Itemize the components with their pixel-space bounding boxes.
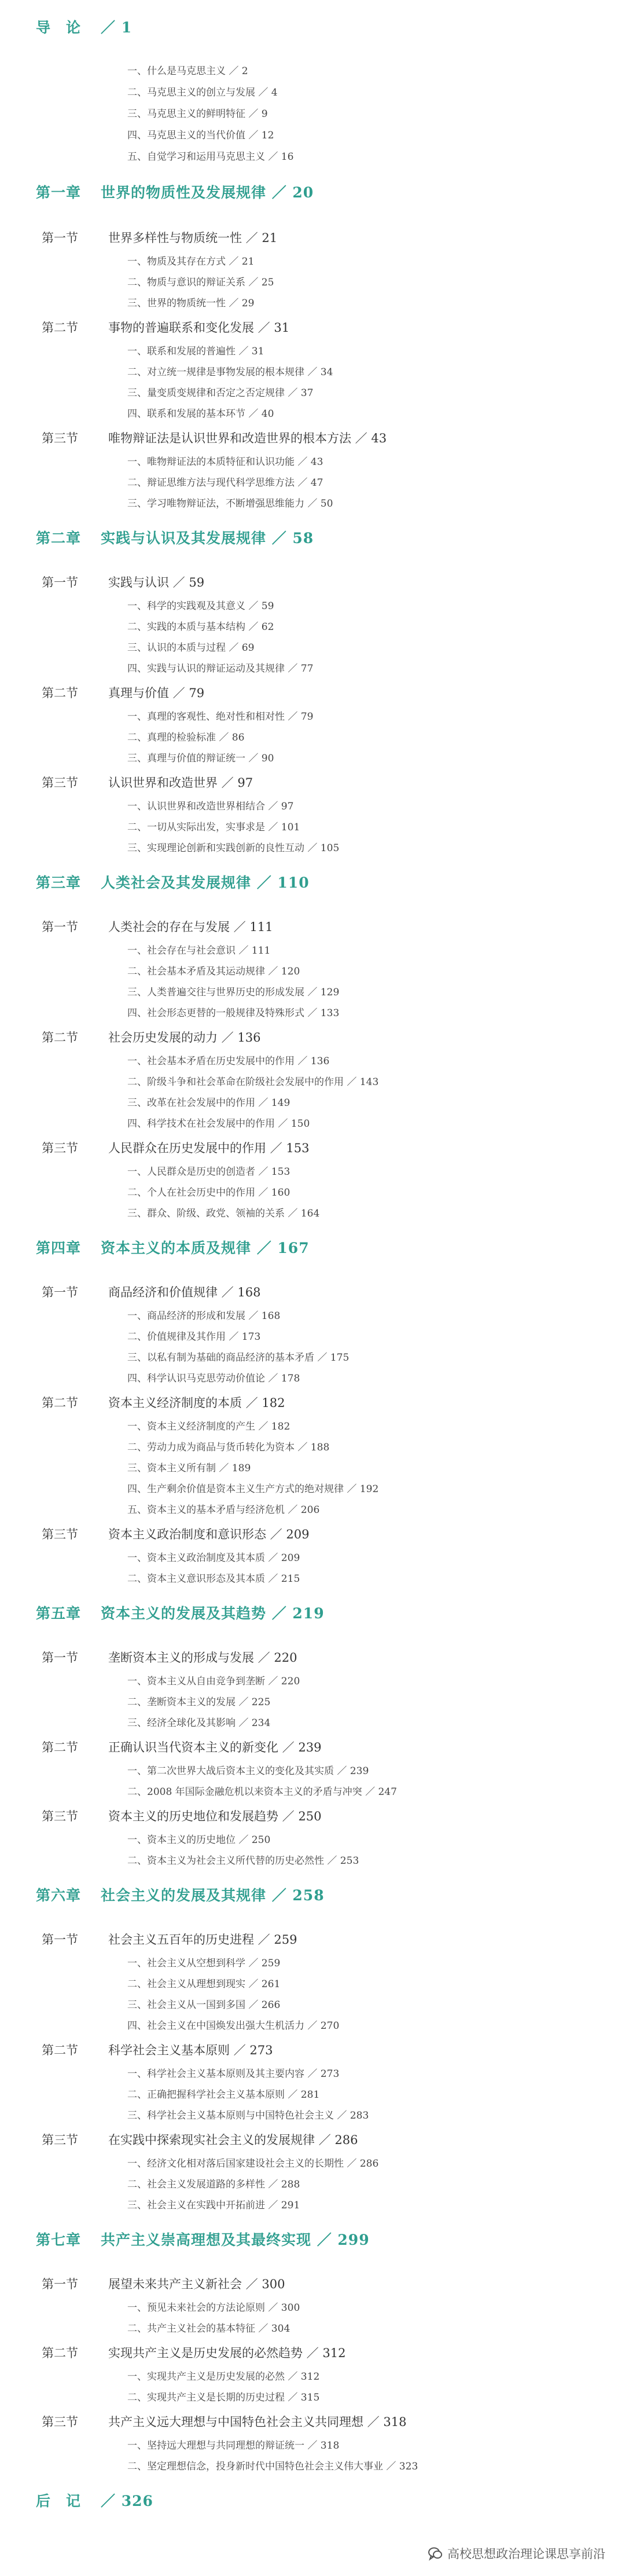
- toc-item: [127, 1307, 280, 1322]
- section-heading: [42, 684, 204, 701]
- section-label: 第三节: [42, 776, 78, 790]
- toc-item: [127, 1328, 260, 1343]
- toc-item: [127, 1976, 280, 1990]
- entry-text: 一、人民群众是历史的创造者 ／ 153: [127, 1166, 291, 1178]
- entry-text: 二、垄断资本主义的发展 ／ 225: [127, 1696, 271, 1708]
- toc-item: [127, 1714, 270, 1729]
- entry-text: 四、社会形态更替的一般规律及特殊形式 ／ 133: [127, 1007, 340, 1019]
- chapter-heading: [36, 16, 132, 37]
- entry-text: 资本主义的发展及其趋势 ／ 219: [101, 1605, 325, 1622]
- toc-item: [127, 1955, 280, 1969]
- entry-text: 资本主义经济制度的本质 ／ 182: [108, 1396, 285, 1410]
- toc-item: [127, 1439, 329, 1453]
- section-label: 第二节: [42, 1031, 78, 1045]
- toc-item: [127, 618, 274, 633]
- chapter-label: 第二章: [36, 530, 82, 547]
- toc-item: [127, 1163, 290, 1178]
- toc-item: [127, 1349, 349, 1364]
- entry-text: 一、资本主义从自由竞争到垄断 ／ 220: [127, 1676, 300, 1687]
- section-heading: [42, 918, 273, 935]
- entry-text: 二、坚定理想信念，投身新时代中国特色社会主义伟大事业 ／ 323: [127, 2461, 418, 2472]
- toc-item: [127, 2389, 319, 2403]
- entry-text: 资本主义政治制度和意识形态 ／ 209: [108, 1527, 310, 1541]
- entry-text: 二、社会主义从理想到现实 ／ 261: [127, 1978, 281, 1990]
- toc-item: [127, 598, 274, 612]
- chat-bubble-icon: [428, 2546, 443, 2561]
- section-label: 第一节: [42, 2277, 78, 2291]
- section-heading: [42, 1648, 297, 1666]
- entry-text: 五、资本主义的基本矛盾与经济危机 ／ 206: [127, 1504, 320, 1516]
- chapter-label: 第五章: [36, 1605, 82, 1622]
- toc-item: [127, 105, 268, 120]
- watermark-text: 高校思想政治理论课思享前沿: [447, 2547, 605, 2561]
- section-heading: [42, 2344, 345, 2361]
- section-label: 第三节: [42, 431, 78, 445]
- toc-item: [127, 1570, 300, 1585]
- entry-text: 三、改革在社会发展中的作用 ／ 149: [127, 1097, 291, 1109]
- entry-text: 三、社会主义从一国到多国 ／ 266: [127, 1999, 281, 2011]
- toc-item: [127, 1549, 300, 1564]
- toc-item: [127, 127, 274, 141]
- toc-item: [127, 840, 339, 854]
- entry-text: 四、联系和发展的基本环节 ／ 40: [127, 408, 274, 420]
- section-label: 第一节: [42, 231, 78, 245]
- entry-text: 正确认识当代资本主义的新变化 ／ 239: [108, 1740, 322, 1754]
- entry-text: 三、以私有制为基础的商品经济的基本矛盾 ／ 175: [127, 1352, 350, 1364]
- watermark: [428, 2545, 605, 2562]
- section-label: 第一节: [42, 920, 78, 934]
- entry-text: 二、共产主义社会的基本特征 ／ 304: [127, 2323, 291, 2335]
- toc-item: [127, 384, 313, 399]
- toc-item: [127, 1996, 280, 2011]
- chapter-heading: [36, 527, 314, 548]
- toc-item: [127, 2320, 290, 2335]
- section-heading: [42, 2131, 358, 2148]
- section-heading: [42, 1738, 321, 1756]
- toc-item: [127, 1418, 290, 1432]
- entry-text: 唯物辩证法是认识世界和改造世界的根本方法 ／ 43: [108, 431, 387, 445]
- chapter-label: 第四章: [36, 1240, 82, 1256]
- entry-text: 三、经济全球化及其影响 ／ 234: [127, 1717, 271, 1729]
- chapter-heading: [36, 1237, 310, 1258]
- toc-item: [127, 1370, 300, 1384]
- entry-text: 一、认识世界和改造世界相结合 ／ 97: [127, 801, 294, 812]
- toc-item: [127, 295, 254, 309]
- section-heading: [42, 1525, 309, 1542]
- entry-text: 一、资本主义的历史地位 ／ 250: [127, 1834, 271, 1846]
- entry-text: 世界的物质性及发展规律 ／ 20: [101, 184, 314, 201]
- section-label: 第二节: [42, 1396, 78, 1410]
- chapter-heading: [36, 2490, 153, 2511]
- entry-text: 社会主义的发展及其规律 ／ 258: [101, 1887, 325, 1904]
- toc-item: [127, 1205, 319, 1219]
- chapter-heading: [36, 2229, 370, 2249]
- toc-item: [127, 729, 244, 743]
- entry-text: 四、生产剩余价值是资本主义生产方式的绝对规律 ／ 192: [127, 1483, 379, 1495]
- section-heading: [42, 1394, 285, 1411]
- section-heading: [42, 573, 204, 591]
- entry-text: 人民群众在历史发展中的作用 ／ 153: [108, 1141, 310, 1155]
- toc-item: [127, 343, 264, 357]
- section-heading: [42, 318, 289, 336]
- toc-item: [127, 453, 323, 468]
- toc-item: [127, 942, 270, 957]
- entry-text: 共产主义崇高理想及其最终实现 ／ 299: [101, 2231, 370, 2248]
- chapter-label: 第六章: [36, 1887, 82, 1904]
- entry-text: 三、马克思主义的鲜明特征 ／ 9: [127, 108, 268, 120]
- section-label: 第三节: [42, 1141, 78, 1155]
- entry-text: 三、认识的本质与过程 ／ 69: [127, 642, 255, 654]
- entry-text: 商品经济和价值规律 ／ 168: [108, 1285, 261, 1299]
- entry-text: 人类社会及其发展规律 ／ 110: [101, 874, 310, 891]
- section-heading: [42, 1283, 260, 1300]
- toc-item: [127, 984, 339, 998]
- toc-item: [127, 474, 323, 489]
- entry-text: 二、劳动力成为商品与货币转化为资本 ／ 188: [127, 1442, 330, 1453]
- entry-text: 真理与价值 ／ 79: [108, 686, 205, 700]
- section-label: 第二节: [42, 321, 78, 335]
- toc-item: [127, 798, 293, 812]
- entry-text: 四、马克思主义的当代价值 ／ 12: [127, 130, 274, 141]
- entry-text: 世界多样性与物质统一性 ／ 21: [108, 231, 278, 245]
- toc-item: [127, 1783, 397, 1798]
- entry-text: 一、联系和发展的普遍性 ／ 31: [127, 346, 264, 357]
- section-heading: [42, 774, 253, 791]
- entry-text: ／ 1: [101, 19, 133, 36]
- chapter-label: 第三章: [36, 874, 82, 891]
- entry-text: 一、经济文化相对落后国家建设社会主义的长期性 ／ 286: [127, 2158, 379, 2170]
- entry-text: 一、社会存在与社会意识 ／ 111: [127, 945, 271, 957]
- toc-item: [127, 1501, 319, 1516]
- entry-text: 资本主义的本质及规律 ／ 167: [101, 1240, 310, 1256]
- toc-item: [127, 2107, 369, 2121]
- entry-text: 四、科学技术在社会发展中的作用 ／ 150: [127, 1118, 310, 1130]
- toc-item: [127, 1460, 251, 1474]
- entry-text: 四、社会主义在中国焕发出强大生机活力 ／ 270: [127, 2020, 340, 2032]
- toc-item: [127, 2017, 339, 2032]
- toc-item: [127, 819, 300, 833]
- entry-text: 三、科学社会主义基本原则与中国特色社会主义 ／ 283: [127, 2110, 369, 2121]
- toc-item: [127, 1053, 329, 1067]
- section-label: 第二节: [42, 686, 78, 700]
- entry-text: 一、物质及其存在方式 ／ 21: [127, 256, 255, 268]
- entry-text: 一、第二次世界大战后资本主义的变化及其实质 ／ 239: [127, 1765, 369, 1777]
- entry-text: 二、实现共产主义是长期的历史过程 ／ 315: [127, 2392, 320, 2403]
- toc-item: [127, 364, 333, 378]
- toc-item: [127, 1094, 290, 1109]
- chapter-heading: [36, 871, 310, 892]
- toc-item: [127, 2086, 319, 2101]
- section-label: 第一节: [42, 1651, 78, 1665]
- toc-item: [127, 2458, 418, 2472]
- toc-item: [127, 2368, 319, 2383]
- section-label: 第三节: [42, 2133, 78, 2147]
- toc-item: [127, 1852, 359, 1867]
- entry-text: 三、人类普遍交往与世界历史的形成发展 ／ 129: [127, 987, 340, 998]
- section-label: 第二节: [42, 1740, 78, 1754]
- toc-item: [127, 405, 274, 420]
- entry-text: 社会历史发展的动力 ／ 136: [108, 1031, 261, 1045]
- toc-item: [127, 1694, 270, 1708]
- toc-item: [127, 253, 254, 268]
- toc-item: [127, 639, 254, 654]
- entry-text: 实现共产主义是历史发展的必然趋势 ／ 312: [108, 2346, 346, 2360]
- entry-text: 三、社会主义在实践中开拓前进 ／ 291: [127, 2200, 300, 2211]
- entry-text: 一、资本主义政治制度及其本质 ／ 209: [127, 1552, 300, 1564]
- entry-text: 二、辩证思维方法与现代科学思维方法 ／ 47: [127, 477, 323, 489]
- toc-item: [127, 660, 313, 675]
- entry-text: 二、马克思主义的创立与发展 ／ 4: [127, 87, 278, 98]
- entry-text: 二、一切从实际出发，实事求是 ／ 101: [127, 822, 300, 833]
- entry-text: 三、实现理论创新和实践创新的良性互动 ／ 105: [127, 842, 340, 854]
- entry-text: 科学社会主义基本原则 ／ 273: [108, 2043, 273, 2057]
- section-label: 第三节: [42, 1527, 78, 1541]
- toc-item: [127, 2065, 339, 2080]
- toc-item: [127, 1115, 310, 1130]
- entry-text: 二、社会主义发展道路的多样性 ／ 288: [127, 2179, 300, 2190]
- entry-text: 二、社会基本矛盾及其运动规律 ／ 120: [127, 966, 300, 977]
- entry-text: 二、阶级斗争和社会革命在阶级社会发展中的作用 ／ 143: [127, 1076, 379, 1088]
- entry-text: 二、物质与意识的辩证关系 ／ 25: [127, 277, 274, 288]
- entry-text: 实践与认识及其发展规律 ／ 58: [101, 530, 314, 547]
- section-label: 第二节: [42, 2346, 78, 2360]
- entry-text: 二、2008 年国际金融危机以来资本主义的矛盾与冲突 ／ 247: [127, 1786, 397, 1798]
- entry-text: 一、预见未来社会的方法论原则 ／ 300: [127, 2302, 300, 2314]
- entry-text: 一、唯物辩证法的本质特征和认识功能 ／ 43: [127, 456, 323, 468]
- entry-text: 一、真理的客观性、绝对性和相对性 ／ 79: [127, 711, 314, 723]
- entry-text: 四、实践与认识的辩证运动及其规律 ／ 77: [127, 663, 314, 675]
- entry-text: 一、科学社会主义基本原则及其主要内容 ／ 273: [127, 2068, 340, 2080]
- section-heading: [42, 429, 387, 446]
- entry-text: 二、个人在社会历史中的作用 ／ 160: [127, 1187, 291, 1199]
- toc-item: [127, 2155, 378, 2170]
- entry-text: 二、真理的检验标准 ／ 86: [127, 732, 245, 743]
- entry-text: 二、价值规律及其作用 ／ 173: [127, 1331, 261, 1343]
- toc-item: [127, 2176, 300, 2190]
- section-heading: [42, 1028, 260, 1046]
- entry-text: 一、社会基本矛盾在历史发展中的作用 ／ 136: [127, 1056, 330, 1067]
- toc-item: [127, 1073, 378, 1088]
- section-heading: [42, 2275, 285, 2292]
- entry-text: 社会主义五百年的历史进程 ／ 259: [108, 1933, 297, 1947]
- entry-text: 一、坚持远大理想与共同理想的辩证统一 ／ 318: [127, 2440, 340, 2452]
- toc-item: [127, 1831, 270, 1846]
- chapter-heading: [36, 1602, 325, 1623]
- entry-text: 一、资本主义经济制度的产生 ／ 182: [127, 1421, 291, 1432]
- toc-item: [127, 1762, 369, 1777]
- toc-item: [127, 963, 300, 977]
- entry-text: 一、科学的实践观及其意义 ／ 59: [127, 600, 274, 612]
- section-label: 第一节: [42, 576, 78, 589]
- toc-item: [127, 274, 274, 288]
- entry-text: 共产主义远大理想与中国特色社会主义共同理想 ／ 318: [108, 2415, 407, 2429]
- toc-item: [127, 63, 248, 77]
- toc-item: [127, 148, 293, 163]
- toc-item: [127, 1005, 339, 1019]
- toc-item: [127, 84, 278, 98]
- entry-text: 一、什么是马克思主义 ／ 2: [127, 65, 248, 77]
- entry-text: 三、群众、阶级、政党、领袖的关系 ／ 164: [127, 1208, 320, 1219]
- entry-text: 三、资本主义所有制 ／ 189: [127, 1463, 251, 1474]
- entry-text: 垄断资本主义的形成与发展 ／ 220: [108, 1651, 297, 1665]
- entry-text: 事物的普遍联系和变化发展 ／ 31: [108, 321, 290, 335]
- toc-item: [127, 2299, 300, 2314]
- section-heading: [42, 1930, 297, 1948]
- entry-text: ／ 326: [101, 2493, 153, 2509]
- entry-text: 认识世界和改造世界 ／ 97: [108, 776, 253, 790]
- section-label: 第一节: [42, 1285, 78, 1299]
- entry-text: 人类社会的存在与发展 ／ 111: [108, 920, 273, 934]
- toc-item: [127, 495, 333, 510]
- toc-item: [127, 2437, 339, 2452]
- toc-item: [127, 1673, 300, 1687]
- entry-text: 三、世界的物质统一性 ／ 29: [127, 298, 255, 309]
- entry-text: 实践与认识 ／ 59: [108, 576, 205, 589]
- toc-item: [127, 2197, 300, 2211]
- section-heading: [42, 1807, 321, 1824]
- section-heading: [42, 2041, 273, 2058]
- toc-item: [127, 1184, 290, 1199]
- chapter-label: 导 论: [36, 19, 82, 36]
- chapter-label: 第七章: [36, 2231, 82, 2248]
- section-heading: [42, 229, 277, 246]
- entry-text: 二、正确把握科学社会主义基本原则 ／ 281: [127, 2089, 320, 2101]
- section-label: 第一节: [42, 1933, 78, 1947]
- entry-text: 二、对立统一规律是事物发展的根本规律 ／ 34: [127, 367, 333, 378]
- entry-text: 一、社会主义从空想到科学 ／ 259: [127, 1958, 281, 1969]
- entry-text: 二、资本主义为社会主义所代替的历史必然性 ／ 253: [127, 1855, 359, 1867]
- section-label: 第二节: [42, 2043, 78, 2057]
- chapter-heading: [36, 1884, 325, 1905]
- section-heading: [42, 1139, 309, 1156]
- entry-text: 资本主义的历史地位和发展趋势 ／ 250: [108, 1809, 322, 1823]
- entry-text: 二、资本主义意识形态及其本质 ／ 215: [127, 1573, 300, 1585]
- chapter-label: 第一章: [36, 184, 82, 201]
- entry-text: 一、实现共产主义是历史发展的必然 ／ 312: [127, 2371, 320, 2383]
- toc-item: [127, 1481, 378, 1495]
- toc-item: [127, 750, 274, 764]
- entry-text: 五、自觉学习和运用马克思主义 ／ 16: [127, 151, 294, 163]
- entry-text: 四、科学认识马克思劳动价值论 ／ 178: [127, 1373, 300, 1384]
- entry-text: 三、量变质变规律和否定之否定规律 ／ 37: [127, 387, 314, 399]
- entry-text: 三、真理与价值的辩证统一 ／ 90: [127, 753, 274, 764]
- chapter-label: 后 记: [36, 2493, 82, 2509]
- section-label: 第三节: [42, 1809, 78, 1823]
- entry-text: 一、商品经济的形成和发展 ／ 168: [127, 1310, 281, 1322]
- entry-text: 在实践中探索现实社会主义的发展规律 ／ 286: [108, 2133, 358, 2147]
- entry-text: 三、学习唯物辩证法，不断增强思维能力 ／ 50: [127, 498, 333, 510]
- entry-text: 二、实践的本质与基本结构 ／ 62: [127, 621, 274, 633]
- chapter-heading: [36, 181, 314, 202]
- section-label: 第三节: [42, 2415, 78, 2429]
- section-heading: [42, 2413, 406, 2430]
- entry-text: 展望未来共产主义新社会 ／ 300: [108, 2277, 285, 2291]
- toc-item: [127, 708, 313, 723]
